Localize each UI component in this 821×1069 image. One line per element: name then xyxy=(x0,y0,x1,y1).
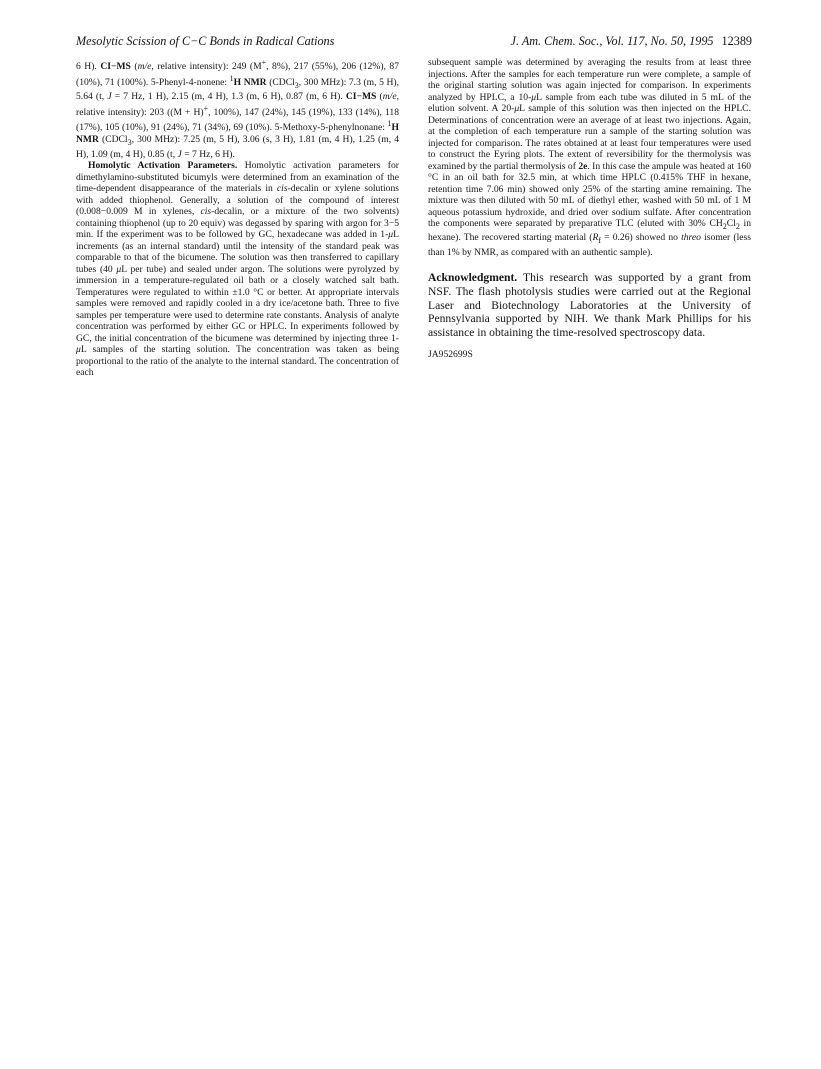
nmr-heading: H NMR xyxy=(233,76,267,88)
page-number: 12389 xyxy=(721,34,752,48)
continued-experimental-paragraph: subsequent sample was determined by averaging the results from at least three injections. After the samples for each temperature run were complete, a sample of the original starting solution was again injected for comparison. In experiments analyzed by HPLC, a 10-μL sample from each tube was diluted in 5 mL of the elution solvent. A 20-μL sample of this solution was then injected on the HPLC. Determinations of concentration were an average of at least two injections. Again, at the completion of each temperature run a sample of the starting solution was injected for comparison. The rates obtained at at least four temperatures were used to construct the Eyring plots. The extent of reversibility for the thermolysis was examined by the partial thermolysis of 2e. In this case the ampule was heated at 160 °C in an oil bath for 32.5 min, at which time HPLC (0.415% THF in hexane, retention time 7.06 min) showed only 25% of the starting amine remaining. The mixture was then diluted with 50 mL of diethyl ether, washed with 50 mL of 1 M aqueous potassium hydroxide, and dried over sodium sulfate. After concentration the components were separated by preparative TLC (eluted with 30% $CH_2Cl_2$ in hexane). The recovered starting material $(R_f = 0.26)$ showed no threo isomer (less than 1% by NMR, as compared with an authentic sample). xyxy=(428,57,752,258)
compound-label: 2e xyxy=(578,160,588,172)
section-run-in-heading: Homolytic Activation Parameters. xyxy=(88,160,238,172)
running-header xyxy=(76,34,752,52)
homolytic-activation-paragraph: Homolytic Activation Parameters. Homolytic activation parameters for dimethylamino-substituted bicumyls were determined from an examination of the time-dependent disappearance of the materials in cis-decalin or xylene solutions with added thiophenol. Generally, a solution of the compound of interest (0.008−0.009 M in xylenes, cis-decalin, or a mixture of the two solvents) containing thiophenol (up to 20 equiv) was degassed by sparing with argon for 3−5 min. If the experiment was to be followed by GC, hexadecane was added in 1-μL increments (as an internal standard) until the intensity of the standard peak was comparable to that of the bicumene. The solution was then transferred to capillary tubes (40 μL per tube) and sealed under argon. The solutions were pyrolyzed by immersion in a temperature-regulated oil bath or a closely watched salt bath. Temperatures were regulated to within ±1.0 °C or better. At appropriate intervals samples were removed and rapidly cooled in a dry ice/acetone bath. Three to five samples per temperature were used to determine rate constants. Analysis of analyte concentration was performed by either GC or HPLC. In experiments followed by GC, the initial concentration of the bicumene was determined by injecting three 1-μL samples of the starting solution. The concentration was taken as being proportional to the ratio of the analyte to the internal standard. The concentration of each xyxy=(76,160,399,379)
manuscript-code: JA952699S xyxy=(428,349,473,361)
left-column xyxy=(76,57,399,379)
journal-citation-line xyxy=(511,34,752,49)
ms-heading: CI−MS xyxy=(345,91,377,103)
journal-citation: J. Am. Chem. Soc., Vol. 117, No. 50, 1995 xyxy=(510,34,714,48)
acknowledgment-paragraph: Acknowledgment. This research was supported by a grant from NSF. The flash photolysis studies were carried out at the Regional Laser and Biotechnology Laboratories at the University of Pennsylvania supported by NIH. We thank Mark Phillips for his assistance in obtaining the time-resolved spectroscopy data. xyxy=(428,271,751,339)
nmr-heading: H NMR xyxy=(76,122,399,146)
running-title: Mesolytic Scission of C−C Bonds in Radical Cations xyxy=(76,34,335,48)
experimental-paragraph-spectra: 6 H). CI−MS (m/e, relative intensity): 249 (M+, 8%), 217 (55%), 206 (12%), 87 (10%), 71 (100%). 5-Phenyl-4-nonene: $^1$H NMR (CDCl$_3$, 300 MHz): 7.3 (m, 5 H), 5.64 (t, J = 7 Hz, 1 H), 2.15 (m, 4 H), 1.3 (m, 6 H), 0.87 (m, 6 H). CI−MS (m/e, relative intensity): 203 ((M + H)+, 100%), 147 (24%), 145 (19%), 133 (14%), 118 (17%), 105 (10%), 91 (24%), 71 (34%), 69 (10%). 5-Methoxy-5-phenylnonane: $^1$H NMR (CDCl$_3$, 300 MHz): 7.25 (m, 5 H), 3.06 (s, 3 H), 1.81 (m, 4 H), 1.25 (m, 4 H), 1.09 (m, 4 H), 0.85 (t, J = 7 Hz, 6 H). xyxy=(76,58,400,160)
right-column xyxy=(428,57,751,361)
ms-heading: CI−MS xyxy=(100,61,131,73)
acknowledgment-heading: Acknowledgment. xyxy=(428,271,518,285)
